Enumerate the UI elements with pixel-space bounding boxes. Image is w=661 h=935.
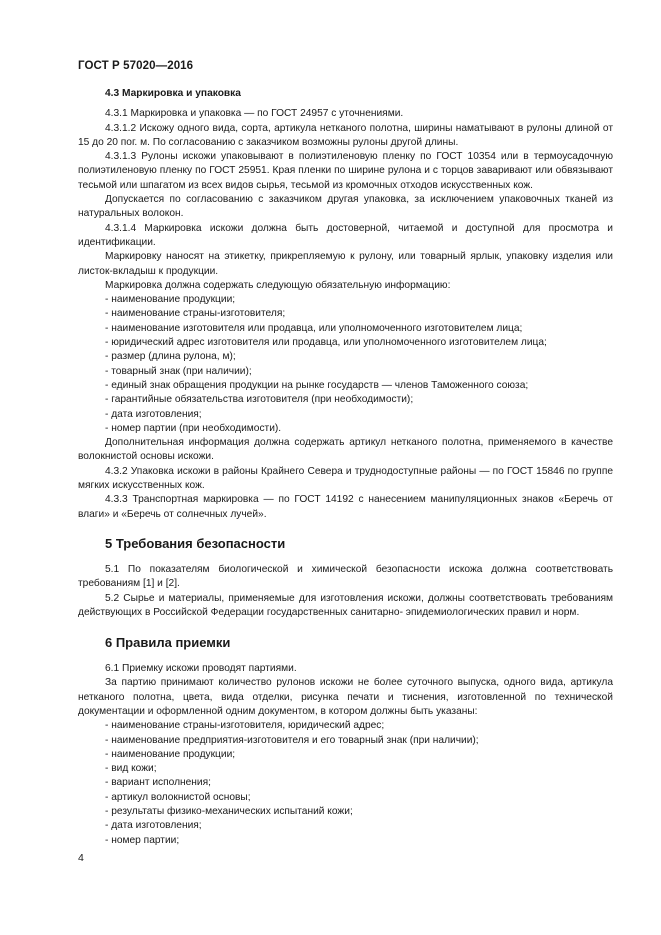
list-item: - наименование страны-изготовителя; — [105, 308, 286, 320]
paragraph: За партию принимают количество рулонов искожи не более суточного выпуска, одного вида, артикула нетканого полотна, цвета, вида отделки, рисунка печати и тиснения, изготовленной по технической документации и оформленной одним документом, в котором должны быть указаны: — [78, 677, 613, 717]
section-title-6: 6 Правила приемки — [105, 635, 231, 651]
list-item: - товарный знак (при наличии); — [105, 365, 252, 377]
section-title-5: 5 Требования безопасности — [105, 535, 286, 551]
list-item: - наименование изготовителя или продавца, или уполномоченного изготовителем лица; — [105, 322, 523, 334]
paragraph: Маркировку наносят на этикетку, прикрепляемую к рулону, или товарный ярлык, упаковку изделия или листок-вкладыш к продукции. — [78, 251, 613, 277]
list-item: - наименование продукции; — [105, 294, 236, 306]
paragraph: 4.3.1.4 Маркировка искожи должна быть достоверной, читаемой и доступной для просмотра и идентификации. — [78, 222, 613, 248]
list-item: - артикул волокнистой основы; — [105, 791, 251, 803]
list-item: - вариант исполнения; — [105, 777, 211, 789]
list-item: - номер партии; — [105, 834, 180, 846]
list-item: - юридический адрес изготовителя или продавца, или уполномоченного изготовителем лица; — [105, 337, 547, 349]
paragraph: 6.1 Приемку искожи проводят партиями. — [105, 663, 297, 675]
paragraph: 5.2 Сырье и материалы, применяемые для изготовления искожи, должны соответствовать требованиям действующих в Российской Федерации государственных санитарно- эпидемиологических правил и норм. — [78, 592, 613, 618]
list-item: - единый знак обращения продукции на рынке государств — членов Таможенного союза; — [105, 379, 529, 391]
list-item: - размер (длина рулона, м); — [105, 351, 236, 363]
page-number: 4 — [78, 852, 84, 864]
paragraph: 4.3.2 Упаковка искожи в районы Крайнего Севера и труднодоступные районы — по ГОСТ 15846 по группе мягких искусственных кож. — [78, 465, 613, 492]
paragraph: 4.3.1 Маркировка и упаковка — по ГОСТ 24957 с уточнениями. — [105, 108, 404, 120]
paragraph: 4.3.1.3 Рулоны искожи упаковывают в полиэтиленовую пленку по ГОСТ 10354 или в термоусадочную полиэтиленовую пленку по ГОСТ 25951. Края пленки по ширине рулона и с торцов заваривают или обвязывают тесьмой или шпагатом из всех видов сырья, тесьмой из кромочных отходов искусственных кож. — [78, 151, 613, 191]
document-header: ГОСТ Р 57020—2016 — [78, 60, 194, 72]
list-item: - дата изготовления; — [105, 408, 202, 420]
paragraph: 5.1 По показателям биологической и химической безопасности искожа должна соответствовать требованиям [1] и [2]. — [78, 563, 613, 590]
list-item: - вид кожи; — [105, 763, 157, 775]
document-body — [78, 87, 613, 848]
subsection-title-4-3: 4.3 Маркировка и упаковка — [105, 88, 241, 99]
list-item: - номер партии (при необходимости). — [105, 422, 282, 434]
list-item: - гарантийные обязательства изготовителя (при необходимости); — [105, 394, 414, 406]
paragraph: 4.3.3 Транспортная маркировка — по ГОСТ 14192 с нанесением манипуляционных знаков «Беречь от влаги» и «Беречь от солнечных лучей». — [78, 494, 613, 520]
list-item: - наименование страны-изготовителя, юридический адрес; — [105, 720, 385, 732]
list-item: - результаты физико-механических испытаний кожи; — [105, 806, 353, 818]
paragraph: 4.3.1.2 Искожу одного вида, сорта, артикула нетканого полотна, ширины наматывают в рулоны длиной от 15 до 20 пог. м. По согласованию с заказчиком возможны рулоны другой длины. — [78, 122, 613, 148]
paragraph: Дополнительная информация должна содержать артикул нетканого полотна, применяемого в качестве волокнистой основы искожи. — [78, 437, 613, 463]
list-item: - наименование продукции; — [105, 748, 236, 760]
paragraph: Маркировка должна содержать следующую обязательную информацию: — [105, 279, 451, 291]
list-item: - дата изготовления; — [105, 820, 202, 832]
paragraph: Допускается по согласованию с заказчиком другая упаковка, за исключением упаковочных тканей из натуральных волокон. — [78, 194, 613, 220]
list-item: - наименование предприятия-изготовителя и его товарный знак (при наличии); — [105, 734, 479, 746]
